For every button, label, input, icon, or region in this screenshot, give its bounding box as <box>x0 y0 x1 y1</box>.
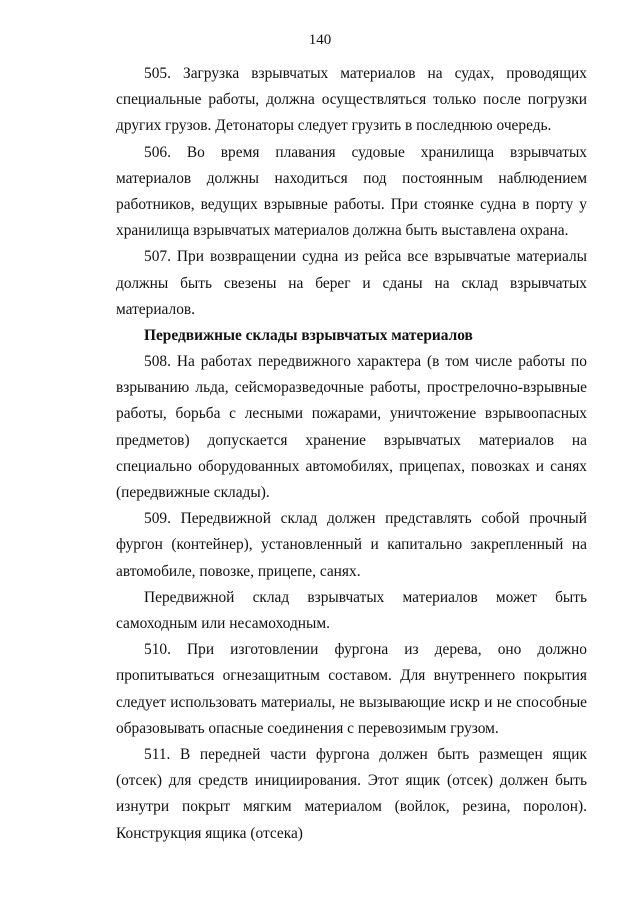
paragraph-508: 508. На работах передвижного характера (в том числе работы по взрыванию льда, сейсморазведочные работы, прострелочно-взрывные работы, борьба с лесными пожарами, уничтожение взрывоопасных предметов) допускается хранение взрывчатых материалов на специально оборудованных автомобилях, прицепах, повозках и санях (передвижные склады). <box>116 353 587 502</box>
paragraph-505: 505. Загрузка взрывчатых материалов на судах, проводящих специальные работы, должна осуществляться только после погрузки других грузов. Детонаторы следует грузить в последнюю очередь. <box>116 65 587 135</box>
paragraph-507: 507. При возвращении судна из рейса все взрывчатые материалы должны быть свезены на берег и сданы на склад взрывчатых материалов. <box>116 248 587 318</box>
section-title: Передвижные склады взрывчатых материалов <box>144 327 473 345</box>
paragraph-509-continuation: Передвижной склад взрывчатых материалов может быть самоходным или несамоходным. <box>116 588 587 633</box>
paragraph-506: 506. Во время плавания судовые хранилища взрывчатых материалов должны находиться под постоянным наблюдением работников, ведущих взрывные работы. При стоянке судна в порту у хранилища взрывчатых материалов должна быть выставлена охрана. <box>116 143 587 240</box>
page-number: 140 <box>308 32 332 48</box>
paragraph-511: 511. В передней части фургона должен быть размещен ящик (отсек) для средств инициирования. Этот ящик (отсек) должен быть изнутри покрыт мягким материалом (войлок, резина, поролон). Конструкция ящика (отсека) <box>116 746 587 842</box>
page-content <box>116 61 587 847</box>
paragraph-509: 509. Передвижной склад должен представлять собой прочный фургон (контейнер), установленный и капитально закрепленный на автомобиле, повозке, прицепе, санях. <box>116 510 587 580</box>
paragraph-510: 510. При изготовлении фургона из дерева, оно должно пропитываться огнезащитным составом. Для внутреннего покрытия следует использовать материалы, не вызывающие искр и не способные образовывать опасные соединения с перевозимым грузом. <box>116 641 587 737</box>
